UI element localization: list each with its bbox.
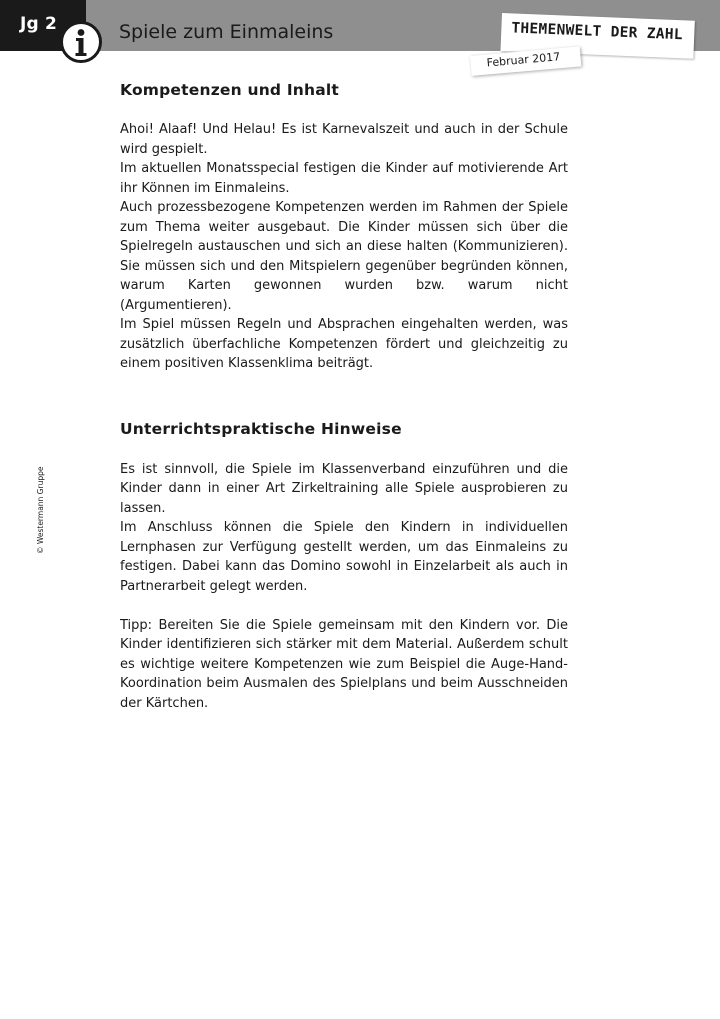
paragraph-tip: Tipp: Bereiten Sie die Spiele gemeinsam mit den Kindern vor. Die Kinder identifizieren sich stärker mit dem Material. Außerdem schult es wichtige weitere Kompetenzen wie zum Beispiel die Auge-Hand-Koordination beim Ausmalen des Spielplans und beim Ausschneiden der Kärtchen. xyxy=(120,617,568,711)
section-heading-kompetenzen: Kompetenzen und Inhalt xyxy=(120,81,340,99)
info-glyph xyxy=(63,24,99,60)
paragraph: Im Spiel müssen Regeln und Absprachen eingehalten werden, was zusätzlich überfachliche Kompetenzen fördert und gleichzeitig zu einem positiven Klassenklima beiträgt. xyxy=(120,317,568,371)
paragraph: Auch prozessbezogene Kompetenzen werden im Rahmen der Spiele zum Thema weiter ausgebaut. Die Kinder müssen sich über die Spielregeln austauschen und sich an diese halten (Kommunizieren). Sie müssen sich und den Mitspielern gegenüber begründen können, warum Karten gewonnen wurden bzw. warum nicht (Argumentieren). xyxy=(120,200,568,313)
paragraph: Es ist sinnvoll, die Spiele im Klassenverband einzuführen und die Kinder dann in einer Art Zirkeltraining alle Spiele ausprobieren zu lassen. xyxy=(120,461,568,516)
page-title: Spiele zum Einmaleins xyxy=(119,21,334,43)
paragraph: Im Anschluss können die Spiele den Kindern in individuellen Lernphasen zur Verfügung gestellt werden, um das Einmaleins zu festigen. Dabei kann das Domino sowohl in Einzelarbeit als auch in Partnerarbeit gelegt werden. xyxy=(120,520,568,594)
date-label: Februar 2017 xyxy=(486,50,561,70)
info-icon xyxy=(60,21,102,63)
grade-label: Jg 2 xyxy=(20,14,58,34)
main-content xyxy=(120,81,568,713)
section-heading-hinweise: Unterrichtspraktische Hinweise xyxy=(120,419,402,438)
paragraph: Ahoi! Alaaf! Und Helau! Es ist Karnevalszeit und auch in der Schule wird gespielt. xyxy=(120,122,568,157)
paragraph: Im aktuellen Monatsspecial festigen die Kinder auf motivierende Art ihr Können im Einmaleins. xyxy=(120,161,568,196)
series-label: THEMENWELT DER ZAHL xyxy=(511,20,684,44)
copyright-notice: © Westermann Gruppe xyxy=(36,466,45,554)
